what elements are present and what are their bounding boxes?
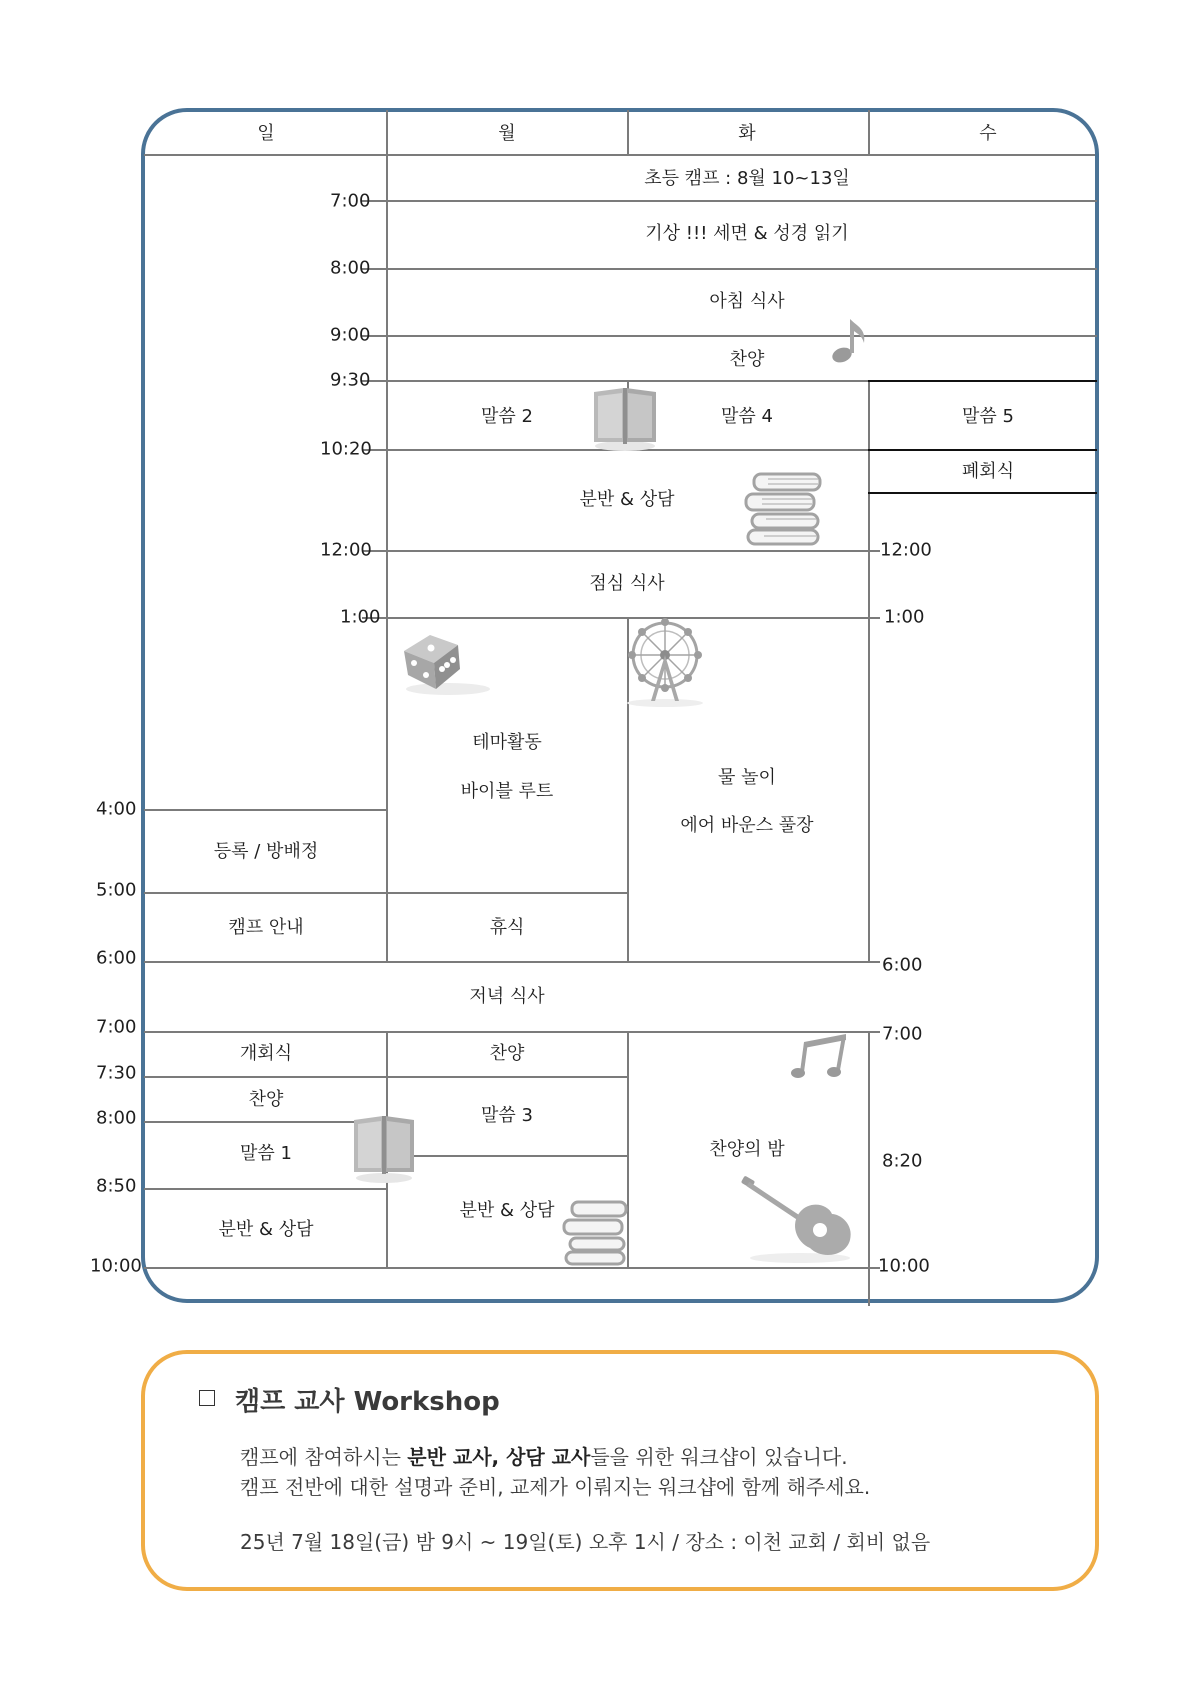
header-divider: [144, 154, 1095, 156]
time-label: 10:00: [878, 1255, 930, 1277]
time-label: 8:00: [96, 1107, 137, 1129]
dice-icon: [398, 627, 494, 697]
day-header-tue: 화: [738, 123, 756, 144]
time-label: 12:00: [880, 539, 932, 561]
event-praise-morning: 찬양: [729, 349, 765, 370]
event-closing: 폐회식: [961, 461, 1015, 482]
time-label: 6:00: [96, 947, 137, 969]
event-word-3: 말씀 3: [481, 1105, 533, 1126]
checkbox-square-icon: [199, 1390, 215, 1406]
workshop-line-1: 캠프에 참여하시는 분반 교사, 상담 교사들을 위한 워크샵이 있습니다.: [240, 1445, 848, 1469]
guitar-icon: [740, 1174, 860, 1266]
event-theme-activity: 테마활동: [472, 732, 542, 753]
event-word-5: 말씀 5: [962, 406, 1014, 427]
event-group-counsel-am: 분반 & 상담: [579, 489, 675, 510]
workshop-box: [141, 1350, 1099, 1591]
time-label: 1:00: [884, 606, 925, 628]
event-bible-route: 바이블 루트: [460, 781, 554, 802]
time-label: 9:00: [330, 324, 371, 346]
workshop-line-3: 25년 7월 18일(금) 밤 9시 ~ 19일(토) 오후 1시 / 장소 : 이천 교회 / 회비 없음: [240, 1530, 931, 1554]
time-label: 8:20: [882, 1150, 923, 1172]
workshop-line-2: 캠프 전반에 대한 설명과 준비, 교제가 이뤄지는 워크샵에 함께 해주세요.: [240, 1475, 871, 1499]
ferris-wheel-icon: [623, 617, 707, 709]
event-registration: 등록 / 방배정: [213, 841, 319, 862]
event-group-counsel-sun: 분반 & 상담: [218, 1219, 314, 1240]
time-label: 7:00: [882, 1023, 923, 1045]
open-book-icon: [350, 1112, 418, 1184]
time-label: 5:00: [96, 879, 137, 901]
event-word-4: 말씀 4: [721, 406, 773, 427]
time-label: 7:00: [96, 1016, 137, 1038]
event-camp-title: 초등 캠프 : 8월 10~13일: [644, 168, 850, 189]
event-air-bounce: 에어 바운스 풀장: [680, 815, 814, 836]
event-praise-night: 찬양의 밤: [709, 1139, 785, 1160]
time-label: 10:20: [320, 438, 372, 460]
time-label: 9:30: [330, 369, 371, 391]
time-label: 12:00: [320, 539, 372, 561]
event-rest: 휴식: [489, 917, 525, 938]
time-label: 6:00: [882, 954, 923, 976]
time-label: 8:50: [96, 1175, 137, 1197]
time-label: 8:00: [330, 257, 371, 279]
event-word-2: 말씀 2: [481, 406, 533, 427]
time-label: 1:00: [340, 606, 381, 628]
music-note-icon: [828, 315, 872, 367]
event-praise-sun: 찬양: [248, 1089, 284, 1110]
event-dinner: 저녁 식사: [469, 986, 545, 1007]
event-opening: 개회식: [239, 1043, 293, 1064]
day-header-wed: 수: [979, 123, 997, 144]
book-stack-icon: [560, 1196, 630, 1268]
event-breakfast: 아침 식사: [709, 291, 785, 312]
book-stack-icon: [740, 468, 824, 548]
time-label: 4:00: [96, 798, 137, 820]
event-camp-guide: 캠프 안내: [228, 917, 304, 938]
time-label: 7:00: [330, 190, 371, 212]
event-water-play: 물 놀이: [718, 767, 776, 788]
event-group-counsel-mon: 분반 & 상담: [459, 1200, 555, 1221]
open-book-icon: [590, 384, 660, 452]
event-wakeup: 기상 !!! 세면 & 성경 읽기: [645, 223, 849, 244]
event-lunch: 점심 식사: [589, 573, 665, 594]
schedule-frame: [141, 108, 1099, 1303]
day-header-sun: 일: [257, 123, 275, 144]
event-word-1: 말씀 1: [240, 1143, 292, 1164]
time-label: 7:30: [96, 1062, 137, 1084]
day-header-mon: 월: [498, 123, 516, 144]
time-label: 10:00: [90, 1255, 142, 1277]
event-praise-mon: 찬양: [489, 1043, 525, 1064]
music-notes-icon: [788, 1030, 852, 1086]
workshop-title: 캠프 교사 Workshop: [235, 1387, 500, 1417]
